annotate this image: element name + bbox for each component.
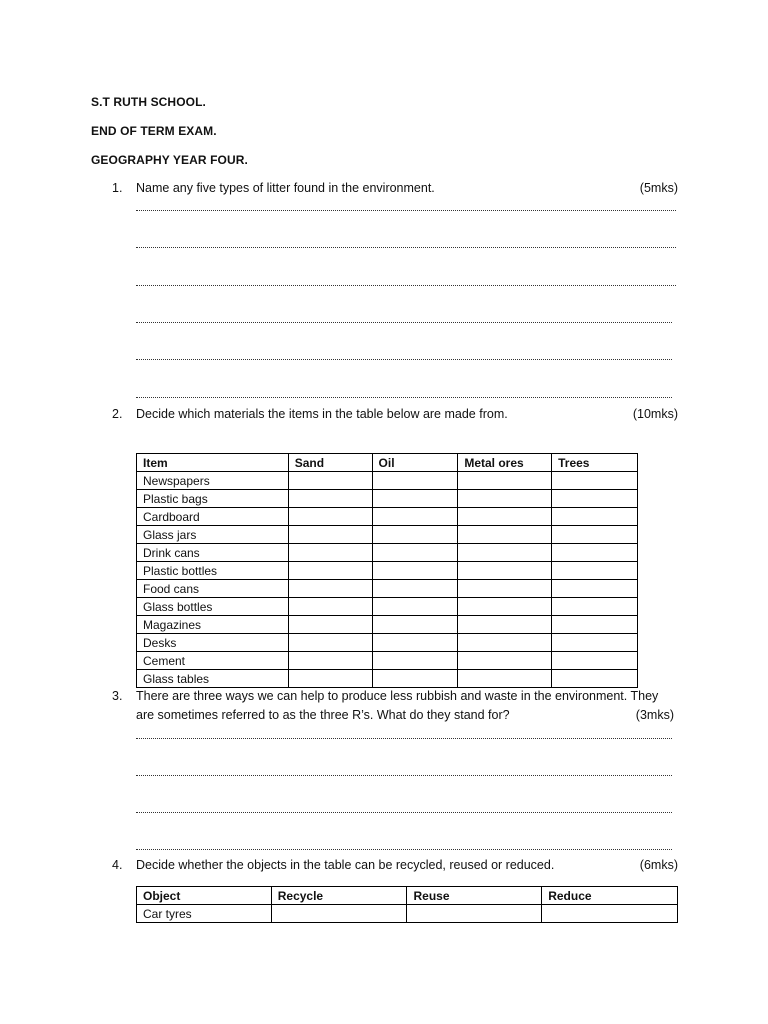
table-row [137,634,638,652]
table-row [137,526,638,544]
answer-cell[interactable] [458,490,552,508]
item-cell: Food cans [137,580,289,598]
answer-cell[interactable] [552,634,638,652]
answer-cell[interactable] [288,544,372,562]
item-cell: Magazines [137,616,289,634]
object-cell: Car tyres [137,905,272,923]
answer-cell[interactable] [372,598,458,616]
answer-cell[interactable] [288,652,372,670]
answer-cell[interactable] [552,670,638,688]
answer-cell[interactable] [288,562,372,580]
answer-cell[interactable] [552,472,638,490]
table-row [137,598,638,616]
answer-cell[interactable] [458,562,552,580]
answer-cell[interactable] [372,526,458,544]
table-row [137,544,638,562]
table-header-row [137,887,678,905]
answer-cell[interactable] [372,562,458,580]
item-cell: Glass bottles [137,598,289,616]
materials-table [136,453,638,688]
answer-cell[interactable] [271,905,407,923]
answer-cell[interactable] [372,490,458,508]
school-name: S.T RUTH SCHOOL. [91,95,206,109]
answer-line[interactable] [136,775,672,776]
question-marks: (5mks) [639,181,678,195]
answer-cell[interactable] [372,616,458,634]
item-cell: Glass jars [137,526,289,544]
answer-line[interactable] [136,247,676,248]
answer-cell[interactable] [458,652,552,670]
answer-cell[interactable] [458,598,552,616]
answer-line[interactable] [136,812,672,813]
question-text: Decide which materials the items in the table below are made from. [136,407,508,421]
answer-cell[interactable] [458,526,552,544]
question-text: Name any five types of litter found in the environment. [136,181,435,195]
answer-cell[interactable] [458,670,552,688]
question-number: 2. [112,407,123,421]
answer-cell[interactable] [288,508,372,526]
answer-cell[interactable] [407,905,542,923]
answer-cell[interactable] [552,526,638,544]
question-marks: (10mks) [632,407,678,421]
answer-line[interactable] [136,322,672,323]
answer-cell[interactable] [372,472,458,490]
answer-cell[interactable] [372,580,458,598]
answer-line[interactable] [136,285,676,286]
answer-cell[interactable] [458,544,552,562]
table-row [137,580,638,598]
answer-cell[interactable] [372,634,458,652]
answer-cell[interactable] [372,508,458,526]
question-number: 4. [112,858,123,872]
question-marks: (3mks) [635,708,674,722]
answer-cell[interactable] [552,490,638,508]
item-cell: Newspapers [137,472,289,490]
answer-line[interactable] [136,210,676,211]
question-text: There are three ways we can help to produce less rubbish and waste in the environment. They [136,689,659,703]
answer-cell[interactable] [552,598,638,616]
item-cell: Plastic bags [137,490,289,508]
answer-cell[interactable] [288,490,372,508]
answer-cell[interactable] [552,544,638,562]
table-row [137,508,638,526]
exam-title: END OF TERM EXAM. [91,124,217,138]
column-header: Item [137,454,289,472]
table-row [137,616,638,634]
column-header: Sand [288,454,372,472]
table-header-row [137,454,638,472]
item-cell: Cement [137,652,289,670]
answer-cell[interactable] [372,544,458,562]
answer-cell[interactable] [288,580,372,598]
answer-cell[interactable] [458,616,552,634]
answer-cell[interactable] [372,652,458,670]
answer-cell[interactable] [458,580,552,598]
column-header: Recycle [271,887,407,905]
table-row [137,905,678,923]
answer-line[interactable] [136,738,672,739]
answer-line[interactable] [136,397,672,398]
question-marks: (6mks) [639,858,678,872]
answer-cell[interactable] [552,562,638,580]
answer-cell[interactable] [288,598,372,616]
item-cell: Cardboard [137,508,289,526]
answer-cell[interactable] [552,616,638,634]
item-cell: Plastic bottles [137,562,289,580]
table-row [137,562,638,580]
item-cell: Desks [137,634,289,652]
table-row [137,472,638,490]
column-header: Object [137,887,272,905]
question-text-continued: are sometimes referred to as the three R’s. What do they stand for? [136,708,510,722]
answer-cell[interactable] [288,670,372,688]
answer-cell[interactable] [542,905,678,923]
column-header: Reuse [407,887,542,905]
question-number: 1. [112,181,123,195]
answer-cell[interactable] [288,616,372,634]
column-header: Trees [552,454,638,472]
question-text: Decide whether the objects in the table can be recycled, reused or reduced. [136,858,555,872]
answer-cell[interactable] [552,580,638,598]
item-cell: Glass tables [137,670,289,688]
answer-cell[interactable] [552,508,638,526]
answer-cell[interactable] [458,634,552,652]
table-row [137,670,638,688]
column-header: Reduce [542,887,678,905]
answer-line[interactable] [136,849,672,850]
answer-cell[interactable] [458,472,552,490]
answer-cell[interactable] [288,526,372,544]
answer-cell[interactable] [288,634,372,652]
answer-cell[interactable] [288,472,372,490]
question-3 [112,689,678,729]
answer-cell[interactable] [552,652,638,670]
item-cell: Drink cans [137,544,289,562]
recycle-table [136,886,678,923]
answer-cell[interactable] [458,508,552,526]
table-row [137,490,638,508]
answer-cell[interactable] [372,670,458,688]
table-row [137,652,638,670]
column-header: Metal ores [458,454,552,472]
column-header: Oil [372,454,458,472]
question-number: 3. [112,689,123,703]
answer-line[interactable] [136,359,672,360]
subject-title: GEOGRAPHY YEAR FOUR. [91,153,248,167]
